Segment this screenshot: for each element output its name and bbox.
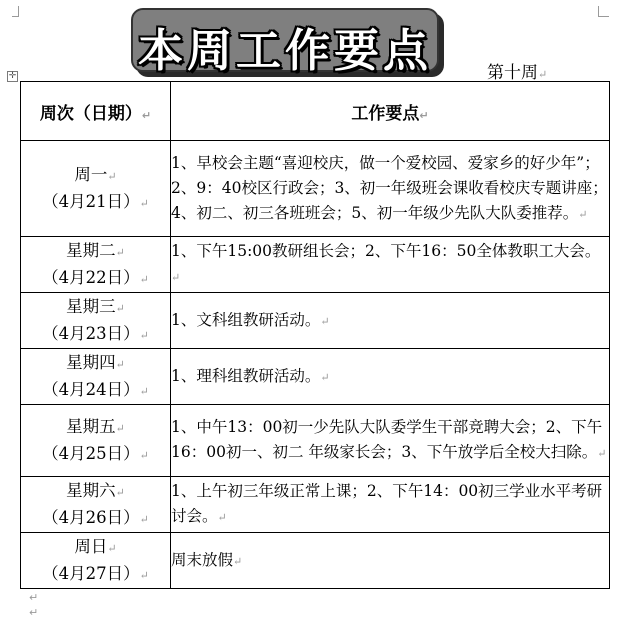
paragraph-mark-icon: ↵ [139,272,149,286]
task-cell [171,477,610,533]
paragraph-mark-icon: ↵ [233,554,243,568]
task-text: 1、文科组教研活动。 [171,310,321,329]
paragraph-mark-icon: ↵ [597,447,607,460]
weekly-plan-table [20,81,610,589]
paragraph-mark-icon: ↵ [115,421,125,435]
paragraph-mark-icon: ↵ [419,108,429,122]
day-date: （4月26日） [42,507,140,527]
task-cell [171,533,610,589]
week-label [487,58,547,83]
table-row [21,405,610,477]
paragraph-mark-icon: ↵ [320,314,330,328]
header-day [21,82,171,141]
day-cell [21,349,171,405]
day-date: （4月25日） [42,443,140,463]
day-name: 星期三 [66,296,116,316]
paragraph-mark-icon: ↵ [139,512,149,526]
day-cell [21,533,171,589]
week-label-text: 第十周 [487,63,538,83]
page-corner-mark-left [12,6,19,17]
table-row [21,533,610,589]
table-row [21,293,610,349]
page-corner-mark-right [598,6,609,17]
task-text: 1、下午15:00教研组长会；2、下午16：50全体教职工大会。 [171,242,601,260]
task-cell [171,349,610,405]
table-row [21,349,610,405]
day-name: 星期二 [66,240,116,260]
paragraph-mark-icon: ↵ [115,357,125,371]
task-text: 1、上午初三年级正常上课；2、下午14：00初三学业水平考研讨会。 [171,482,603,525]
table-row [21,141,610,237]
paragraph-mark-icon: ↵ [320,370,330,384]
day-date: （4月22日） [42,267,140,287]
table-header-row [21,82,610,141]
day-name: 周一 [74,164,108,184]
paragraph-mark-icon: ↵ [115,485,125,499]
paragraph-mark-icon: ↵ [171,271,181,284]
paragraph-mark-icon: ↵ [139,328,149,342]
paragraph-mark-icon: ↵ [107,541,117,555]
paragraph-mark-icon: ↵ [538,68,548,81]
day-date: （4月24日） [42,379,140,399]
task-cell [171,293,610,349]
paragraph-mark-icon: ↵ [141,108,152,122]
day-cell [21,477,171,533]
day-date: （4月21日） [42,191,140,211]
header-task [171,82,610,141]
paragraph-mark-icon: ↵ [107,169,117,183]
task-text: 1、理科组教研活动。 [171,366,321,385]
paragraph-mark-icon: ↵ [139,448,149,462]
table-move-handle-icon[interactable]: ✛ [8,71,17,81]
day-name: 星期五 [66,416,116,436]
day-name: 星期六 [66,480,116,500]
table-row [21,477,610,533]
paragraph-mark-icon: ↵ [29,591,39,604]
paragraph-mark-icon: ↵ [139,196,149,210]
task-text: 周末放假 [171,550,234,569]
task-cell [171,405,610,477]
paragraph-mark-icon: ↵ [115,245,125,259]
day-name: 周日 [74,536,108,556]
day-name: 星期四 [66,352,116,372]
table-row [21,237,610,293]
day-date: （4月27日） [42,563,140,583]
task-cell [171,141,610,237]
paragraph-mark-icon: ↵ [217,511,227,524]
paragraph-mark-icon: ↵ [115,301,125,315]
paragraph-mark-icon: ↵ [139,384,149,398]
day-date: （4月23日） [42,323,140,343]
task-text: 1、中午13：00初一少先队大队委学生干部竞聘大会；2、下午16：00初一、初二 年级家长会；3、下午放学后全校大扫除。 [171,418,603,461]
day-cell [21,293,171,349]
task-cell [171,237,610,293]
page-title: 本周工作要点 [137,24,432,77]
title-banner [131,8,439,77]
header-day-text: 周次（日期） [39,103,142,124]
paragraph-mark-icon: ↵ [29,606,39,619]
paragraph-mark-icon: ↵ [139,568,149,582]
paragraph-mark-icon: ↵ [578,207,588,221]
task-text: 1、早校会主题“喜迎校庆，做一个爱校园、爱家乡的好少年”；2、9：40校区行政会；3、初一年级班会课收看校庆专题讲座；4、初二、初三各班班会；5、初一年级少先队大队委推荐。 [171,153,608,222]
day-cell [21,237,171,293]
day-cell [21,141,171,237]
header-task-text: 工作要点 [351,103,420,124]
day-cell [21,405,171,477]
